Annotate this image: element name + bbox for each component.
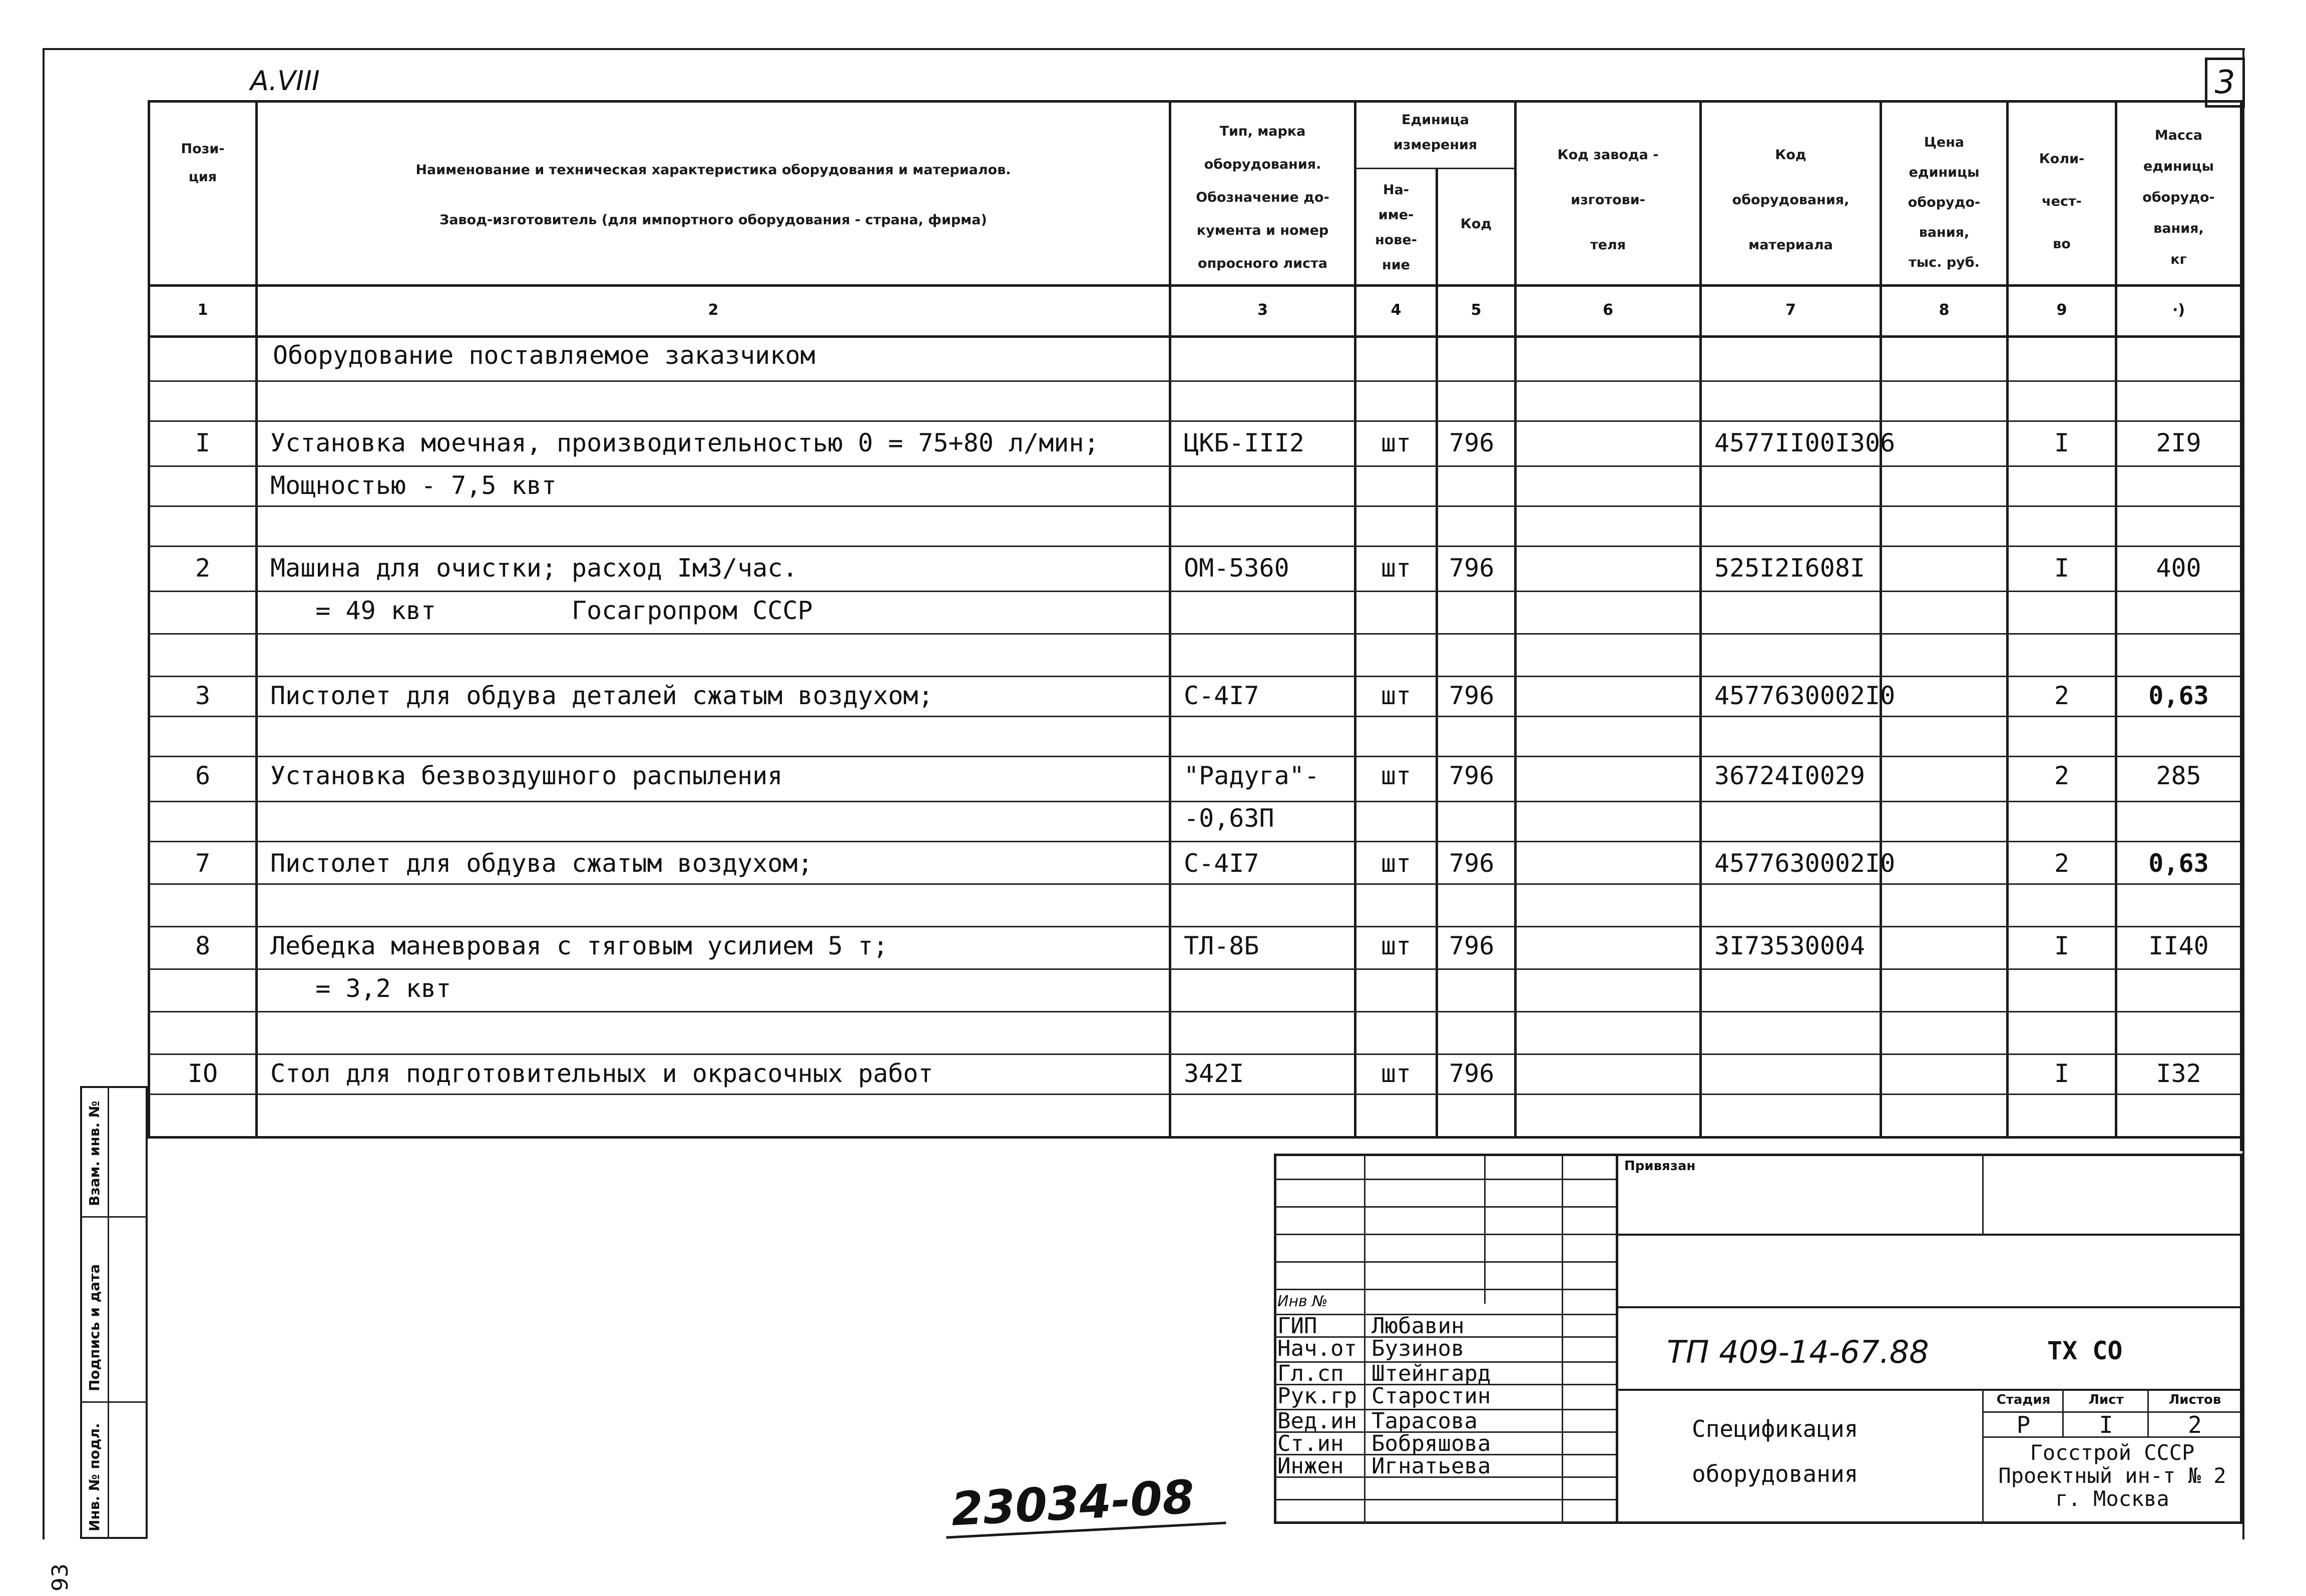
role-1: Нач.от	[1277, 1336, 1357, 1361]
row-10-name: Стол для подготовительных и окрасочных работ	[270, 1059, 934, 1088]
row-3-unit-code: 796	[1449, 681, 1495, 710]
row-8-mass: II40	[2148, 931, 2209, 960]
colnum-6: 6	[1603, 301, 1613, 319]
row-8-name: Лебедка маневровая с тяговым усилием 5 т;	[270, 931, 888, 960]
row-2-type: ОМ-5360	[1184, 554, 1289, 583]
row-8b-name: = 3,2 квт	[270, 974, 451, 1003]
row-2-mass: 400	[2156, 554, 2201, 583]
document-mark: ТХ СО	[2047, 1336, 2123, 1365]
archive-number: 23034-08	[950, 1470, 1196, 1536]
row-1-name: Установка моечная, производительностью 0 = 75+80 л/мин;	[270, 428, 1099, 457]
row-7-name: Пистолет для обдува сжатым воздухом;	[270, 849, 813, 878]
row-8-type: ТЛ-8Б	[1184, 931, 1259, 960]
sheet-label: Лист	[2088, 1392, 2124, 1407]
colnum-7: 7	[1785, 301, 1796, 319]
document-title: Спецификация оборудования	[1692, 1415, 1859, 1487]
header-price: Цена единицы оборудо- вания, тыс. руб.	[1908, 135, 1981, 270]
row-2-unit: шт	[1380, 554, 1412, 583]
corner-page-number: 93	[48, 1563, 73, 1591]
row-1-equipment-code: 4577II00I306	[1714, 428, 1896, 457]
header-type: Тип, марка оборудования. Обозначение до- кумента и номер опросного листа	[1196, 124, 1329, 271]
row-7-equipment-code: 4577630002I0	[1714, 849, 1896, 878]
row-6-position: 6	[195, 761, 211, 790]
row-1-type: ЦКБ-III2	[1184, 428, 1304, 457]
name-0: Любавин	[1371, 1313, 1465, 1339]
row-8-quantity: I	[2054, 931, 2070, 960]
role-2: Гл.сп	[1277, 1361, 1344, 1386]
row-2-name: Машина для очистки; расход Iм3/час.	[270, 554, 798, 583]
header-position: Пози- ция	[181, 141, 225, 185]
name-1: Бузинов	[1371, 1336, 1465, 1361]
header-name: Наименование и техническая характеристика оборудования и материалов. Завод-изготовитель (для импортного оборудования - страна, фирма)	[415, 162, 1011, 228]
header-bottom-line	[148, 284, 2240, 287]
role-0: ГИП	[1277, 1313, 1317, 1339]
row-10-quantity: I	[2054, 1059, 2070, 1088]
row-10-type: 342I	[1184, 1059, 1244, 1088]
row-2-unit-code: 796	[1449, 554, 1495, 583]
row-6-name: Установка безвоздушного распыления	[270, 761, 783, 790]
header-factory-code: Код завода - изготови- теля	[1557, 147, 1659, 253]
row-1-position: I	[195, 428, 211, 457]
row-3-position: 3	[195, 681, 211, 710]
colnum-4: 4	[1391, 301, 1402, 319]
sheet-value: I	[2099, 1411, 2113, 1438]
row-3-mass: 0,63	[2148, 681, 2209, 710]
colnum-1: 1	[197, 301, 208, 319]
side-label-signature-date: Подпись и дата	[86, 1264, 103, 1391]
row-2b-name: = 49 квт Госагропром СССР	[270, 596, 813, 625]
side-label-replace-inv: Взам. инв. №	[86, 1101, 103, 1206]
name-4: Тарасова	[1371, 1408, 1478, 1434]
row-7-quantity: 2	[2054, 849, 2070, 878]
page-number: 3	[2214, 64, 2235, 101]
row-6-type: "Радуга"-	[1184, 761, 1319, 790]
role-3: Рук.гр	[1277, 1383, 1357, 1409]
role-4: Вед.ин	[1277, 1408, 1357, 1434]
colnum-5: 5	[1471, 301, 1482, 319]
row-6-mass: 285	[2156, 761, 2201, 790]
row-6b-type: -0,63П	[1184, 804, 1274, 833]
header-equipment-code: Код оборудования, материала	[1732, 147, 1850, 253]
name-5: Бобряшова	[1371, 1431, 1491, 1456]
row-6-quantity: 2	[2054, 761, 2070, 790]
role-5: Ст.ин	[1277, 1431, 1344, 1456]
row-8-position: 8	[195, 931, 211, 960]
stage-label: Стадия	[1996, 1392, 2051, 1407]
tied-label: Привязан	[1624, 1159, 1696, 1174]
header-unit-code: Код	[1460, 216, 1492, 232]
row-7-unit-code: 796	[1449, 849, 1495, 878]
header-quantity: Коли- чест- во	[2039, 151, 2085, 252]
sheet-mark: А.VIII	[250, 65, 320, 97]
colnum-2: 2	[708, 301, 719, 319]
colnum-9: 9	[2056, 301, 2067, 319]
row-7-mass: 0,63	[2148, 849, 2209, 878]
row-1-unit-code: 796	[1449, 428, 1495, 457]
row-8-unit-code: 796	[1449, 931, 1495, 960]
row-3-unit: шт	[1380, 681, 1412, 710]
row-6-equipment-code: 36724I0029	[1714, 761, 1866, 790]
header-unit-group: Единица измерения	[1393, 112, 1478, 153]
inv-label: Инв №	[1277, 1293, 1328, 1310]
row-7-unit: шт	[1380, 849, 1412, 878]
stage-value: Р	[2016, 1411, 2031, 1438]
row-2-equipment-code: 525I2I608I	[1714, 554, 1866, 583]
row-1-mass: 2I9	[2156, 428, 2201, 457]
row-3-quantity: 2	[2054, 681, 2070, 710]
header-mass: Масса единицы оборудо- вания, кг	[2142, 128, 2215, 267]
header-unit-name: На- име- нове- ние	[1375, 182, 1417, 273]
row-10-unit: шт	[1380, 1059, 1412, 1088]
row-1-unit: шт	[1380, 428, 1412, 457]
document-code: ТП 409-14-67.88	[1667, 1334, 1929, 1370]
name-3: Старостин	[1371, 1383, 1491, 1409]
row-6-unit: шт	[1380, 761, 1412, 790]
row-10-mass: I32	[2156, 1059, 2201, 1088]
name-2: Штейнгард	[1371, 1361, 1491, 1386]
side-label-inv-original: Инв. № подл.	[86, 1423, 103, 1531]
row-7-position: 7	[195, 849, 211, 878]
section-title: Оборудование поставляемое заказчиком	[273, 341, 815, 370]
name-6: Игнатьева	[1371, 1453, 1491, 1479]
row-10-unit-code: 796	[1449, 1059, 1495, 1088]
organization: Госстрой СССР Проектный ин-т № 2 г. Москва	[1998, 1440, 2226, 1511]
row-2-position: 2	[195, 554, 211, 583]
row-8-equipment-code: 3I73530004	[1714, 931, 1866, 960]
row-10-position: IO	[187, 1059, 218, 1088]
colnum-10: ·)	[2172, 301, 2185, 319]
role-6: Инжен	[1277, 1453, 1344, 1479]
sheets-value: 2	[2188, 1411, 2202, 1438]
sheets-label: Листов	[2168, 1392, 2221, 1407]
colnum-3: 3	[1257, 301, 1268, 319]
row-3-equipment-code: 4577630002I0	[1714, 681, 1896, 710]
colnum-8: 8	[1939, 301, 1950, 319]
row-1b-name: Мощностью - 7,5 квт	[270, 471, 557, 500]
unit-group-line	[1354, 168, 1515, 169]
row-6-unit-code: 796	[1449, 761, 1495, 790]
row-7-type: С-4I7	[1184, 849, 1259, 878]
row-1-quantity: I	[2054, 428, 2070, 457]
row-8-unit: шт	[1380, 931, 1412, 960]
row-3-type: С-4I7	[1184, 681, 1259, 710]
row-3-name: Пистолет для обдува деталей сжатым воздухом;	[270, 681, 934, 710]
row-2-quantity: I	[2054, 554, 2070, 583]
